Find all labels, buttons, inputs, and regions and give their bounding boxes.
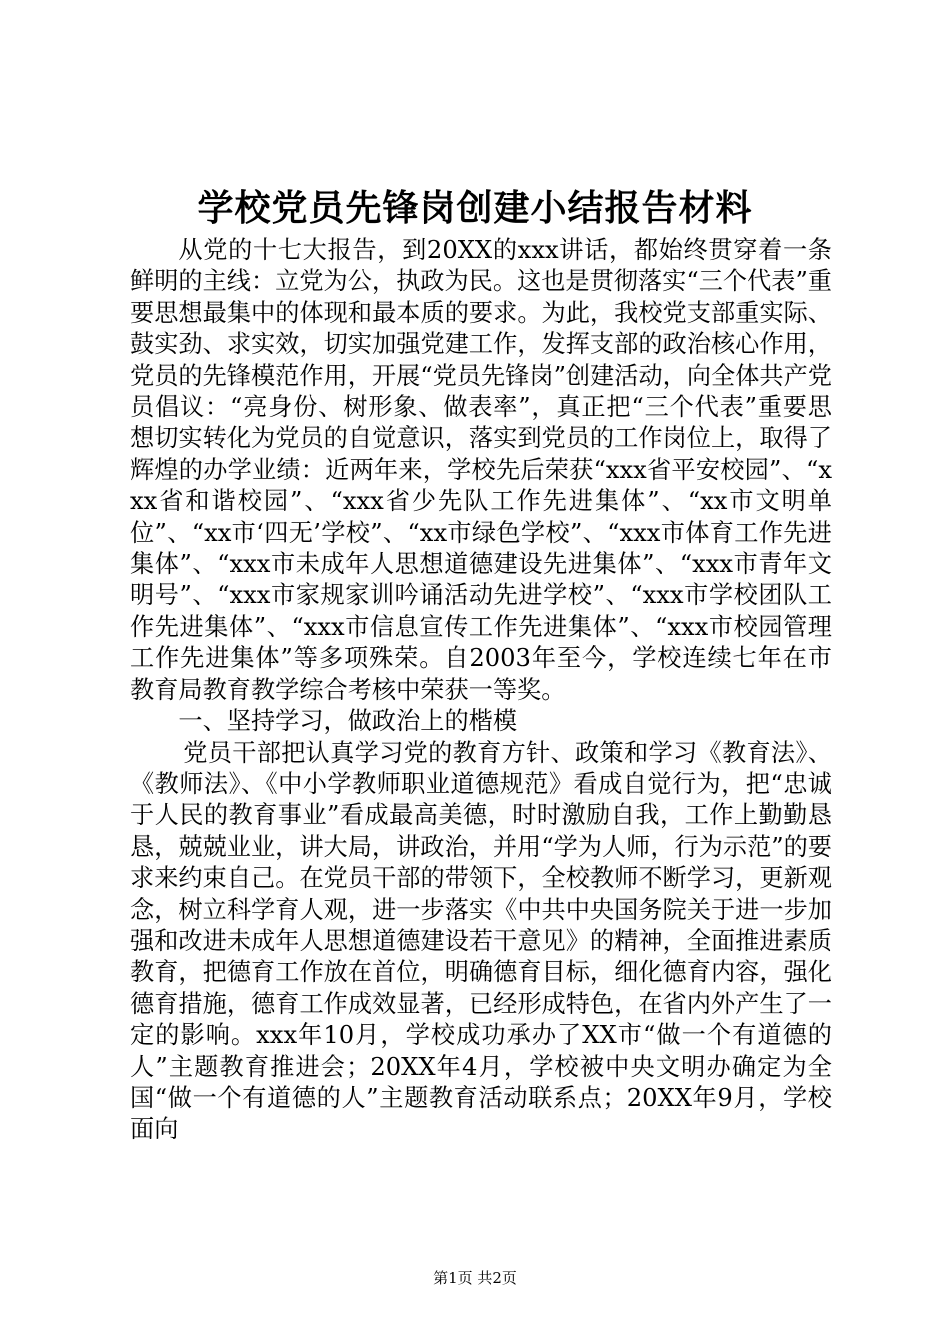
section-1-paragraph: 党员干部把认真学习党的教育方针、政策和学习《教育法》、《教师法》、《中小学教师职业道德规范》看成自觉行为，把“忠诚于人民的教育事业”看成最高美德，时时激励自我，工作上勤勤恳恳，兢兢业业，讲大局，讲政治，并用“学为人师，行为示范”的要求来约束自己。在党员干部的带领下，全校教师不断学习，更新观念，树立科学育人观，进一步落实《中共中央国务院关于进一步加强和改进未成年人思想道德建设若干意见》的精神，全面推进素质教育，把德育工作放在首位，明确德育目标，细化德育内容，强化德育措施，德育工作成效显著，已经形成特色，在省内外产生了一定的影响。xxx年10月，学校成功承办了XX市“做一个有道德的人”主题教育推进会；20XX年4月，学校被中央文明办确定为全国“做一个有道德的人”主题教育活动联系点；20XX年9月，学校面向 bbox=[130, 738, 832, 1144]
section-heading-1: 一、坚持学习，做政治上的楷模 bbox=[178, 707, 518, 736]
document-title: 学校党员先锋岗创建小结报告材料 bbox=[197, 187, 753, 229]
intro-paragraph: 从党的十七大报告，到20XX的xxx讲话，都始终贯穿着一条鲜明的主线：立党为公，执政为民。这也是贯彻落实“三个代表”重要思想最集中的体现和最本质的要求。为此，我校党支部重实际、鼓实劲、求实效，切实加强党建工作，发挥支部的政治核心作用，党员的先锋模范作用，开展“党员先锋岗”创建活动，向全体共产党员倡议：“亮身份、树形象、做表率”，真正把“三个代表”重要思想切实转化为党员的自觉意识，落实到党员的工作岗位上，取得了辉煌的办学业绩：近两年来，学校先后荣获“xxx省平安校园”、“xxx省和谐校园”、“xxx省少先队工作先进集体”、“xx市文明单位”、“xx市‘四无’学校”、“xx市绿色学校”、“xxx市体育工作先进集体”、“xxx市未成年人思想道德建设先进集体”、“xxx市青年文明号”、“xxx市家规家训吟诵活动先进学校”、“xxx市学校团队工作先进集体”、“xxx市信息宣传工作先进集体”、“xxx市校园管理工作先进集体”等多项殊荣。自2003年至今，学校连续七年在市教育局教育教学综合考核中荣获一等奖。 bbox=[130, 236, 832, 704]
document-body bbox=[130, 235, 832, 1146]
page-footer: 第1页 共2页 bbox=[433, 1269, 517, 1287]
